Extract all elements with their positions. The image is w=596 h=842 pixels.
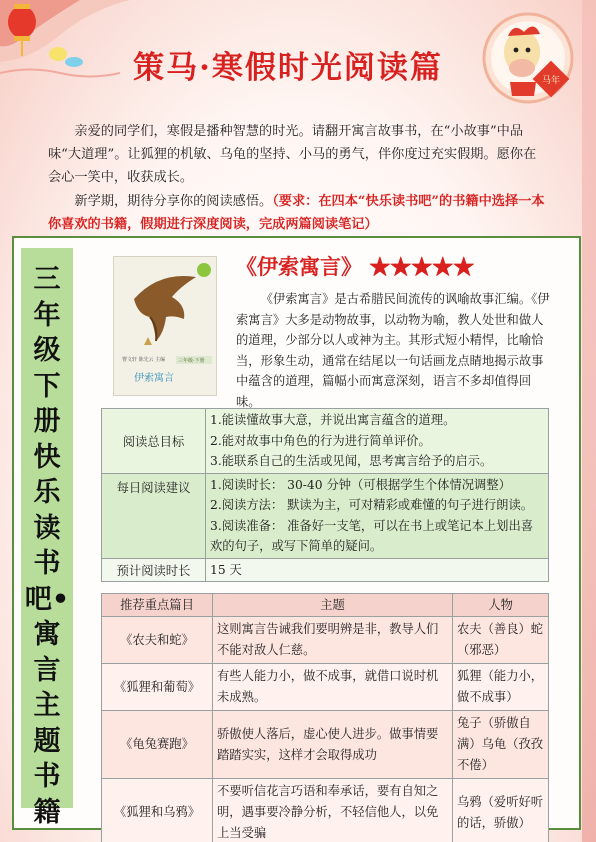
recommended-stories-table [101,593,549,842]
horse-mascot-icon [478,8,578,108]
requirement-note: （要求：在四本“快乐读书吧”的书籍中选择一本你喜欢的书籍，假期进行深度阅读，完成两篇阅读笔记） [48,193,545,232]
story-theme: 有些人能力小，做不成事，就借口说时机未成熟。 [213,664,453,711]
table-row [102,558,549,582]
story-characters: 兔子（骄傲自满）乌龟（孜孜不倦） [453,711,549,779]
story-characters: 农夫（善良）蛇（邪恶） [453,617,549,664]
story-theme: 骄傲使人落后，虚心使人进步。做事情要踏踏实实，这样才会取得成功 [213,711,453,779]
intro-paragraph-2-plain: 新学期，期待分享你的阅读感悟。 [74,193,273,209]
table-header-row [102,594,549,617]
right-edge-ribbon [582,0,596,842]
rating-stars: ★★★★★ [369,254,475,279]
table-row [102,711,549,779]
reading-plan-table [101,408,549,582]
book-cover [113,256,217,396]
daily-label: 每日阅读建议 [102,473,206,558]
story-title: 《狐狸和乌鸦》 [102,779,213,842]
page-title: 策马·寒假时光阅读篇 [133,50,443,86]
table-row [102,473,549,558]
time-value: 15 天 [206,558,549,582]
story-characters: 乌鸦（爱听好听的话，骄傲） [453,779,549,842]
table-row [102,409,549,474]
goal-item: 1.能读懂故事大意，并说出寓言蕴含的道理。 [210,413,456,427]
table-row [102,617,549,664]
table-row [102,664,549,711]
intro-paragraph-1: 亲爱的同学们，寒假是播种智慧的时光。请翻开寓言故事书，在“小故事”中品味“大道理”。让狐狸的机敏、乌龟的坚持、小马的勇气，伴你度过充实假期。愿你在会心一笑中，收获成长。 [48,124,537,186]
daily-item: 2.阅读方法： 默读为主，可对精彩或难懂的句子进行朗读。 [210,498,534,512]
eagle-illustration-icon [114,257,216,395]
book-title: 《伊索寓言》 [236,254,362,279]
cover-title: 伊索寓言 [134,373,174,384]
story-theme: 不要听信花言巧语和奉承话，要有自知之明，遇事要冷静分析，不轻信他人，以免上当受骗 [213,779,453,842]
story-title: 《龟兔赛跑》 [102,711,213,779]
daily-cell [206,473,549,558]
cover-author: 曹文轩 陈先云 主编 [122,357,166,363]
story-title: 《狐狸和葡萄》 [102,664,213,711]
intro-text [48,120,548,236]
time-label: 预计阅读时长 [102,558,206,582]
goal-item: 3.能联系自己的生活或见闻，思考寓言给予的启示。 [210,454,493,468]
cover-grade: 三年级·下册 [178,358,205,364]
goal-label: 阅读总目标 [102,409,206,474]
book-heading [236,251,474,281]
story-title: 《农夫和蛇》 [102,617,213,664]
header-characters: 人物 [453,594,549,617]
book-description-text: 《伊索寓言》是古希腊民间流传的讽喻故事汇编。《伊索寓言》大多是动物故事，以动物为喻，教人处世和做人的道理，少部分以人或神为主。其形式短小精悍，比喻恰当，形象生动，通常在结尾以一句话画龙点睛地揭示故事中蕴含的道理，篇幅小而寓意深刻，语言不多却值得回味。 [236,292,550,409]
header-theme: 主题 [213,594,453,617]
badge-text: 马年 [541,76,561,86]
daily-item: 1.阅读时长： 30-40 分钟（可根据学生个体情况调整） [210,477,511,492]
goal-cell [206,409,549,474]
header-title: 推荐重点篇目 [102,594,213,617]
goal-item: 2.能对故事中角色的行为进行简单评价。 [210,433,431,448]
story-characters: 狐狸（能力小，做不成事） [453,664,549,711]
intro-paragraph-2 [48,190,548,236]
table-row [102,779,549,842]
side-banner-text: 三年级下册快乐读书吧•寓言主题书籍 [24,264,70,828]
daily-item: 3.阅读准备： 准备好一支笔，可以在书上或笔记本上划出喜欢的句子，或写下简单的疑问。 [210,518,534,553]
story-theme: 这则寓言告诫我们要明辨是非，教导人们不能对敌人仁慈。 [213,617,453,664]
book-description [236,289,554,412]
